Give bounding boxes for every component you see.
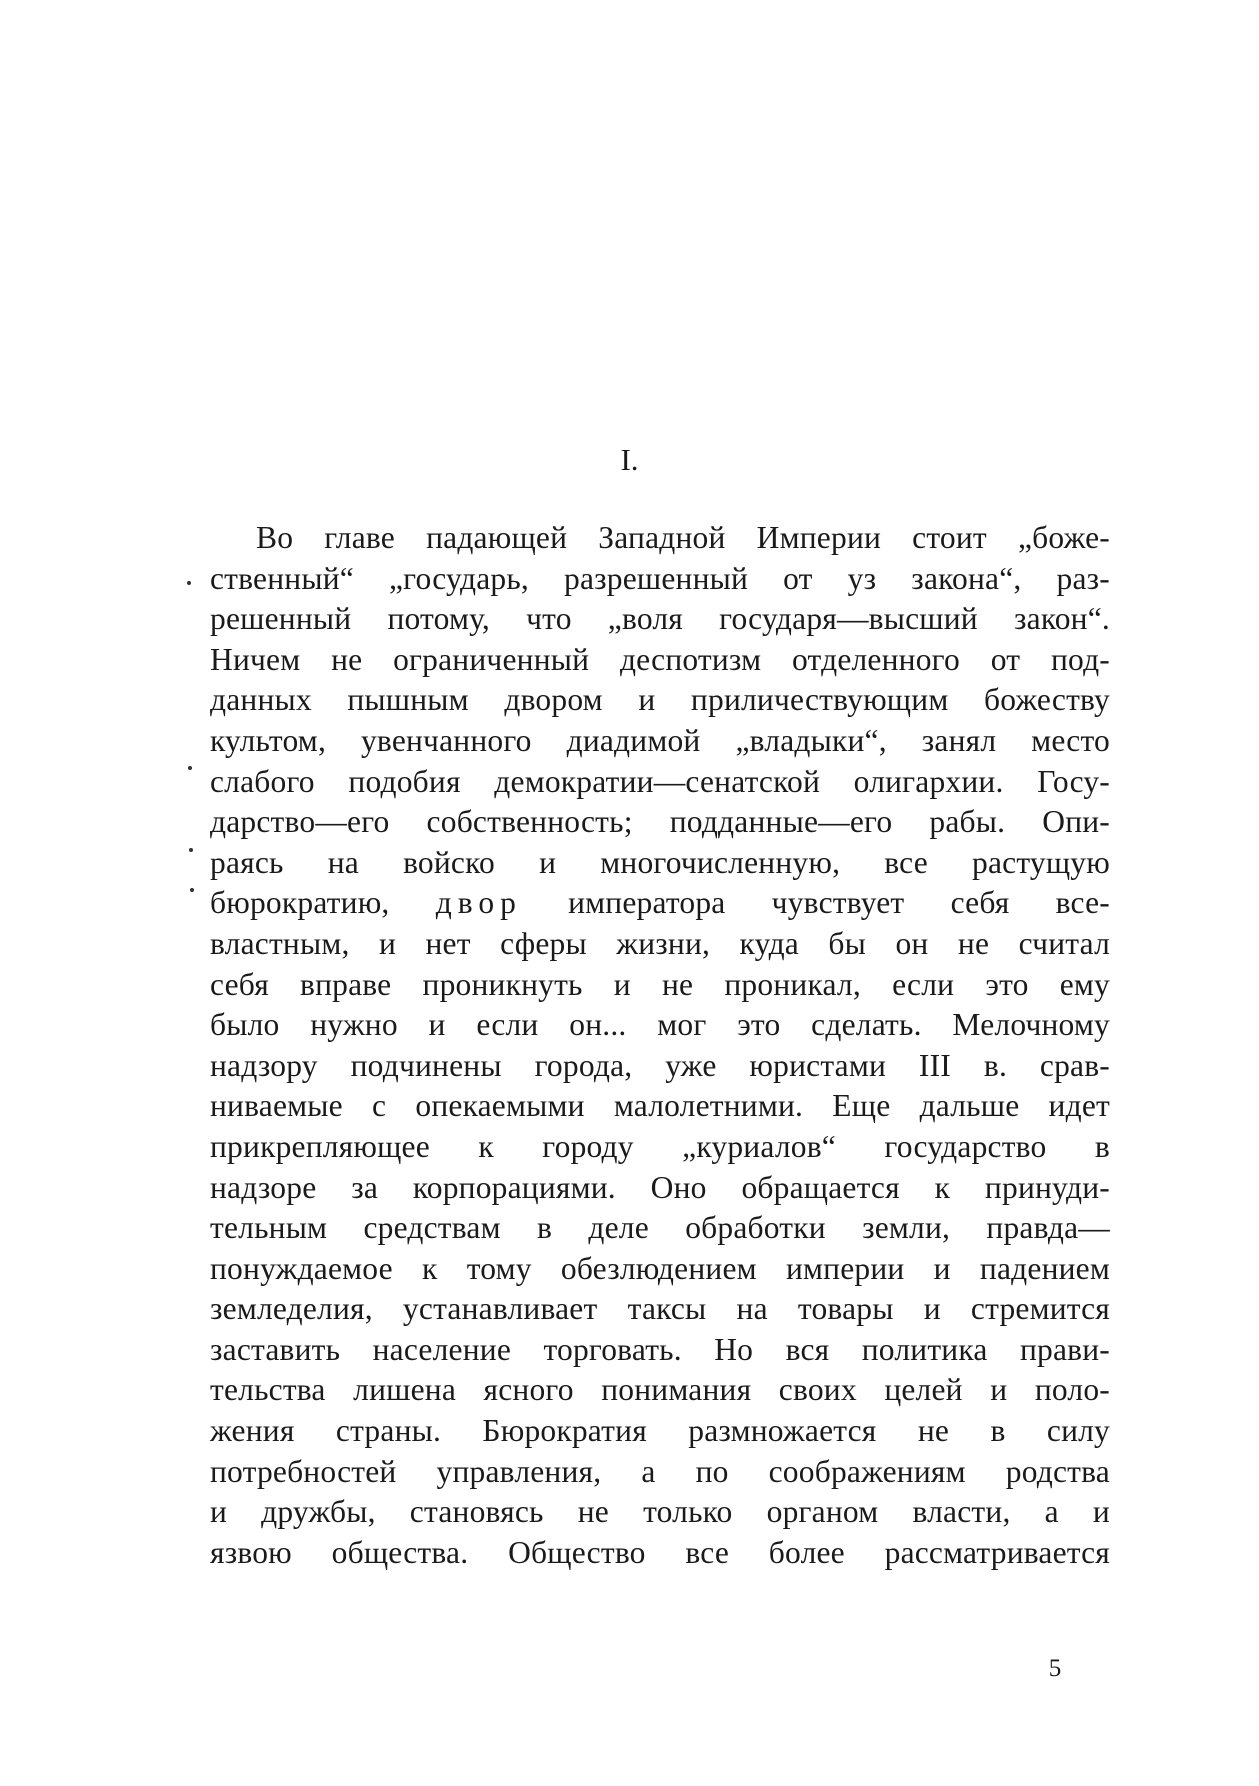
text-line-with-emphasis	[210, 883, 1110, 924]
text-line: культом, увенчанного диадимой „владыки“, занял место	[210, 722, 1110, 758]
text-line: прикрепляющее к городу „куриалов“ государство в	[210, 1128, 1110, 1164]
scan-speck	[187, 581, 191, 585]
scan-speck	[188, 766, 192, 770]
emphasized-word: двор	[435, 885, 522, 921]
text-line: жения страны. Бюрократия размножается не в силу	[210, 1413, 1110, 1449]
text-line: властным, и нет сферы жизни, куда бы он не считал	[210, 925, 1110, 961]
text-line: решенный потому, что „воля государя—высший закон“.	[210, 601, 1110, 637]
text-segment: бюрократию,	[210, 885, 436, 921]
text-line: тельным средствам в деле обработки земли, правда—	[210, 1210, 1110, 1246]
text-line: Ничем не ограниченный деспотизм отделенного от под-	[210, 641, 1110, 677]
text-line: земледелия, устанавливает таксы на товары и стремится	[210, 1291, 1110, 1327]
text-line: надзоре за корпорациями. Оно обращается к принуди-	[210, 1169, 1110, 1205]
text-line: заставить население торговать. Но вся политика прави-	[210, 1331, 1110, 1367]
text-line: ственный“ „государь, разрешенный от уз закона“, раз-	[210, 560, 1110, 596]
chapter-number: I.	[620, 442, 639, 477]
scan-speck	[189, 848, 193, 852]
text-line: данных пышным двором и приличествующим божеству	[210, 682, 1110, 718]
text-line: слабого подобия демократии—сенатской олигархии. Госу-	[210, 763, 1110, 799]
text-line: себя вправе проникнуть и не проникал, если это ему	[210, 966, 1110, 1002]
text-line: и дружбы, становясь не только органом власти, а и	[210, 1494, 1110, 1530]
text-segment: императора чувствует себя все-	[521, 885, 1110, 921]
body-text	[210, 518, 1110, 1573]
text-line: ниваемые с опекаемыми малолетними. Еще дальше идет	[210, 1088, 1110, 1124]
text-line: дарство—его собственность; подданные—его рабы. Опи-	[210, 804, 1110, 840]
text-line: раясь на войско и многочисленную, все растущую	[210, 844, 1110, 880]
scan-speck	[190, 888, 194, 892]
text-line: надзору подчинены города, уже юристами III в. срав-	[210, 1047, 1110, 1083]
text-line: было нужно и если он... мог это сделать. Мелочному	[210, 1007, 1110, 1043]
text-line: тельства лишена ясного понимания своих целей и поло-	[210, 1372, 1110, 1408]
text-line: потребностей управления, а по соображениям родства	[210, 1453, 1110, 1489]
page-number: 5	[1048, 1655, 1062, 1682]
text-line: понуждаемое к тому обезлюдением империи и падением	[210, 1250, 1110, 1286]
text-line: Во главе падающей Западной Империи стоит „боже-	[256, 520, 1110, 555]
text-line: язвою общества. Общество все более рассматривается	[210, 1534, 1110, 1570]
